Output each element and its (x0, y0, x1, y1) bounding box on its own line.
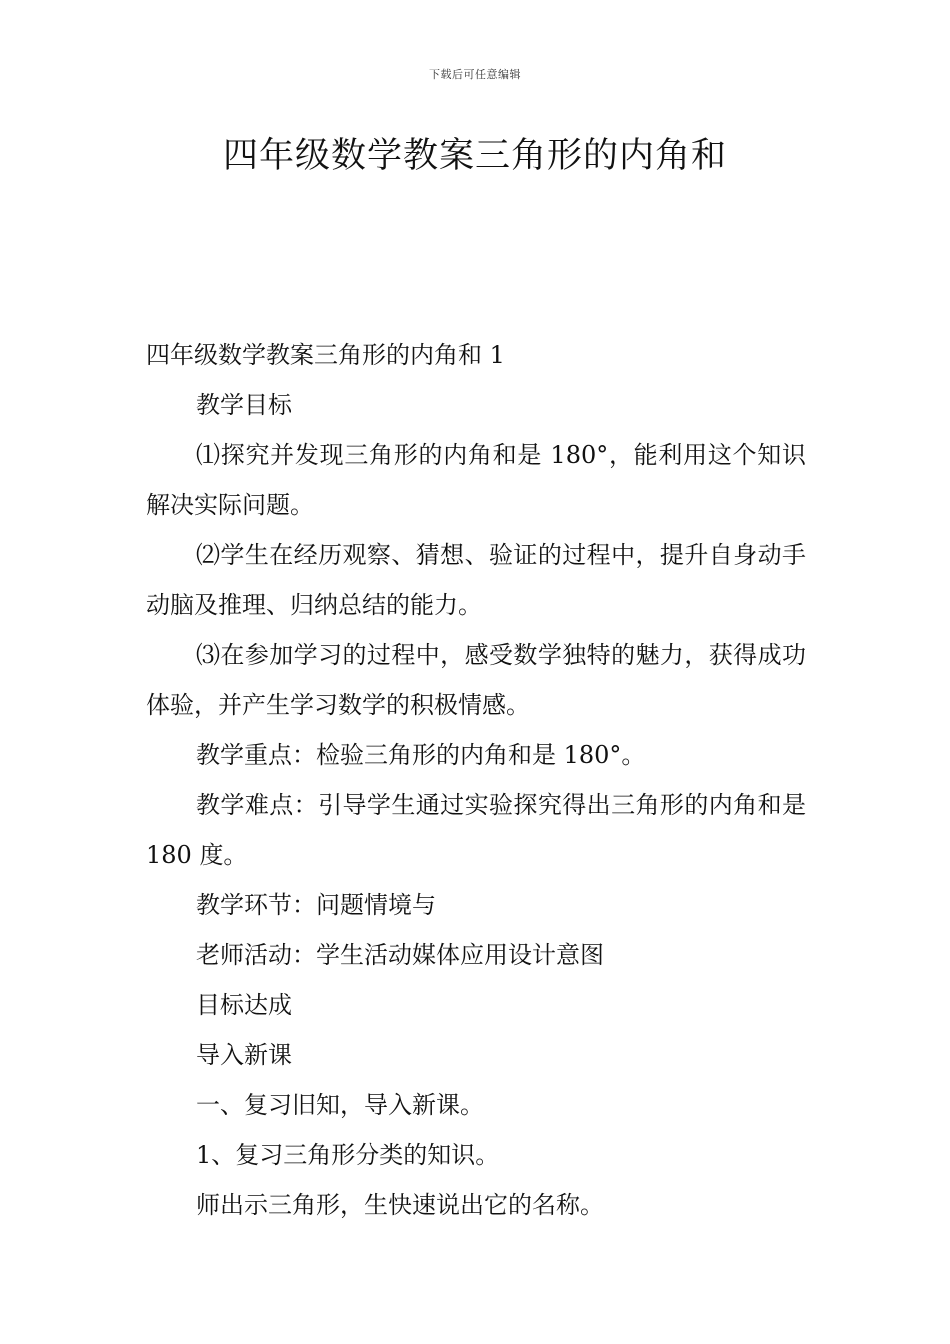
document-body (146, 330, 806, 1230)
paragraph-objective-1: ⑴探究并发现三角形的内角和是 180°，能利用这个知识解决实际问题。 (146, 441, 806, 519)
header-note: 下载后可任意编辑 (429, 68, 521, 81)
paragraph-teaching-stage: 教学环节：问题情境与 (196, 891, 436, 919)
paragraph-review-old-knowledge: 一、复习旧知，导入新课。 (196, 1091, 484, 1119)
paragraph-teacher-activity: 老师活动：学生活动媒体应用设计意图 (196, 941, 604, 969)
paragraph-teaching-objectives: 教学目标 (196, 391, 292, 419)
paragraph-key-point: 教学重点：检验三角形的内角和是 180°。 (196, 741, 646, 769)
paragraph-goal-achievement: 目标达成 (196, 991, 292, 1019)
paragraph-objective-2: ⑵学生在经历观察、猜想、验证的过程中，提升自身动手动脑及推理、归纳总结的能力。 (146, 541, 806, 619)
document-title: 四年级数学教案三角形的内角和 (222, 136, 727, 176)
paragraph-introduce-lesson: 导入新课 (196, 1041, 292, 1069)
paragraph-teacher-shows-triangle: 师出示三角形，生快速说出它的名称。 (196, 1191, 604, 1219)
paragraph-review-classification: 1、复习三角形分类的知识。 (196, 1141, 500, 1169)
paragraph-difficult-point: 教学难点：引导学生通过实验探究得出三角形的内角和是 180 度。 (146, 791, 806, 869)
paragraph-objective-3: ⑶在参加学习的过程中，感受数学独特的魅力，获得成功体验，并产生学习数学的积极情感。 (146, 641, 806, 719)
paragraph-section-heading: 四年级数学教案三角形的内角和 1 (146, 341, 505, 369)
